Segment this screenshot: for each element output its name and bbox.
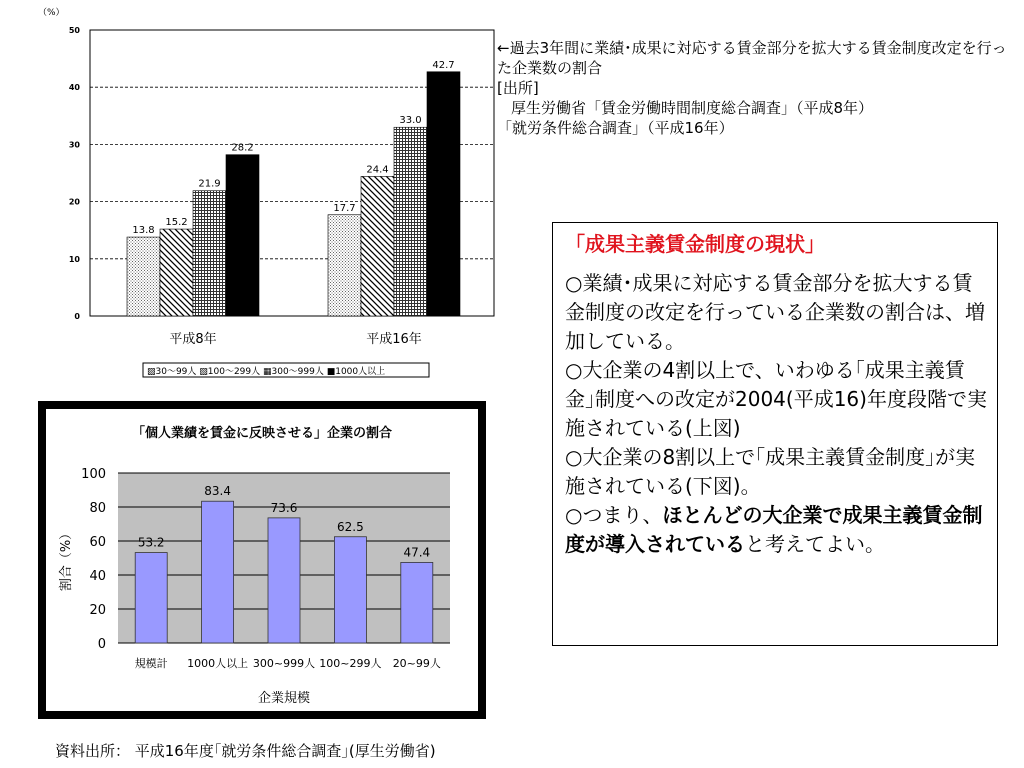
bottom-chart-y-tick-label: 100 — [81, 467, 106, 482]
summary-point-4 — [565, 501, 987, 559]
bottom-chart-value-label: 73.6 — [270, 500, 298, 515]
bottom-chart-value-label: 62.5 — [337, 519, 364, 534]
bottom-chart-value-label: 53.2 — [137, 535, 165, 550]
bottom-chart-frame — [38, 401, 486, 719]
top-chart-y-ticks — [69, 26, 81, 321]
top-chart-y-tick-label: 30 — [68, 140, 80, 150]
bottom-chart-bar — [334, 537, 366, 643]
bottom-chart-category-label: 20~99人 — [392, 657, 441, 670]
top-chart-value-label: 33.0 — [399, 115, 422, 127]
note-source-2: 「就労条件総合調査」（平成16年） — [497, 119, 734, 137]
top-chart-value-label: 28.2 — [231, 142, 254, 154]
bottom-chart-y-tick-label: 0 — [97, 637, 106, 652]
top-chart-value-label: 42.7 — [432, 59, 455, 71]
bottom-chart-category-label: 100~299人 — [319, 657, 382, 670]
bottom-chart-y-tick-label: 60 — [89, 535, 106, 550]
top-chart-bar — [361, 176, 394, 316]
bottom-chart-y-tick-label: 80 — [89, 501, 106, 516]
summary-point-3: ○大企業の8割以上で｢成果主義賃金制度｣が実施されている(下図)。 — [565, 445, 976, 498]
top-chart-y-tick-label: 0 — [74, 312, 80, 321]
top-bar-chart — [0, 0, 500, 390]
top-chart-bar — [394, 127, 427, 316]
top-chart-value-label: 13.8 — [132, 225, 155, 237]
top-chart-bar — [160, 229, 193, 316]
top-chart-value-label: 21.9 — [198, 178, 221, 190]
footer-source: 資料出所： 平成16年度｢就労条件総合調査｣(厚生労働省) — [55, 742, 436, 760]
top-chart-bar — [127, 237, 160, 316]
summary-point-1: ○業績･成果に対応する賃金部分を拡大する賃金制度の改定を行っている企業数の割合は、増加している。 — [565, 271, 985, 353]
top-chart-y-tick-label: 10 — [68, 254, 80, 264]
bottom-chart-bar — [202, 501, 234, 643]
top-chart-value-label: 15.2 — [165, 217, 188, 229]
bottom-chart-value-label: 83.4 — [204, 484, 231, 499]
top-chart-value-label: 24.4 — [366, 164, 389, 176]
top-chart-note — [497, 38, 1017, 138]
summary-point-2: ○大企業の4割以上で、いわゆる｢成果主義賃金｣制度への改定が2004(平成16)年度段階で実施されている(上図) — [565, 358, 987, 440]
bottom-chart-y-tick-label: 40 — [89, 569, 106, 584]
summary-point-4-emphasis: ほとんどの大企業で成果主義賃金制度が導入されている — [565, 503, 983, 556]
top-chart-y-tick-label: 50 — [68, 26, 80, 35]
summary-title: 「成果主義賃金制度の現状」 — [565, 232, 825, 256]
summary-box — [552, 222, 998, 646]
bottom-chart-y-tick-label: 20 — [89, 603, 106, 618]
top-chart-unit-label: （%） — [38, 8, 65, 18]
note-source-1: 厚生労働省「賃金労働時間制度総合調査」（平成8年） — [511, 99, 874, 117]
bottom-chart-x-axis-label: 企業規模 — [257, 691, 311, 706]
bottom-chart-value-label: 47.4 — [403, 545, 431, 560]
bottom-bar-chart — [46, 409, 478, 711]
summary-point-4-tail: と考えてよい。 — [745, 532, 885, 556]
top-chart-category-label: 平成8年 — [169, 332, 217, 347]
top-chart-category-labels — [169, 331, 421, 347]
top-chart-y-tick-label: 40 — [68, 83, 80, 93]
bottom-chart-bar — [268, 518, 300, 643]
bottom-chart-category-label: 1000人以上 — [187, 657, 249, 670]
bottom-chart-bar — [401, 562, 433, 643]
bottom-chart-bar — [135, 553, 167, 643]
note-source-heading: [出所] — [497, 79, 539, 97]
bottom-chart-y-ticks — [81, 467, 106, 652]
top-chart-y-tick-label: 20 — [68, 197, 80, 207]
bottom-chart-y-axis-label: 割合（%） — [59, 526, 74, 592]
top-chart-legend: ▨30～99人 ▧100～299人 ▦300～999人 ■1000人以上 — [147, 367, 386, 377]
bottom-chart-title: 「個人業績を賃金に反映させる」企業の割合 — [131, 426, 393, 441]
top-chart-bar — [226, 155, 259, 316]
top-chart-bar — [193, 191, 226, 316]
top-chart-bar — [328, 215, 361, 316]
bottom-chart-category-label: 300~999人 — [252, 657, 316, 670]
note-description: ←過去3年間に業績･成果に対応する賃金部分を拡大する賃金制度改定を行った企業数の割合 — [497, 39, 1007, 77]
top-chart-value-label: 17.7 — [333, 202, 356, 214]
top-chart-category-label: 平成16年 — [366, 332, 422, 347]
bottom-chart-category-labels — [135, 656, 441, 670]
bottom-chart-category-label: 規模計 — [134, 657, 168, 670]
top-chart-bar — [427, 72, 460, 316]
summary-point-4-lead: ○つまり、 — [565, 503, 663, 527]
